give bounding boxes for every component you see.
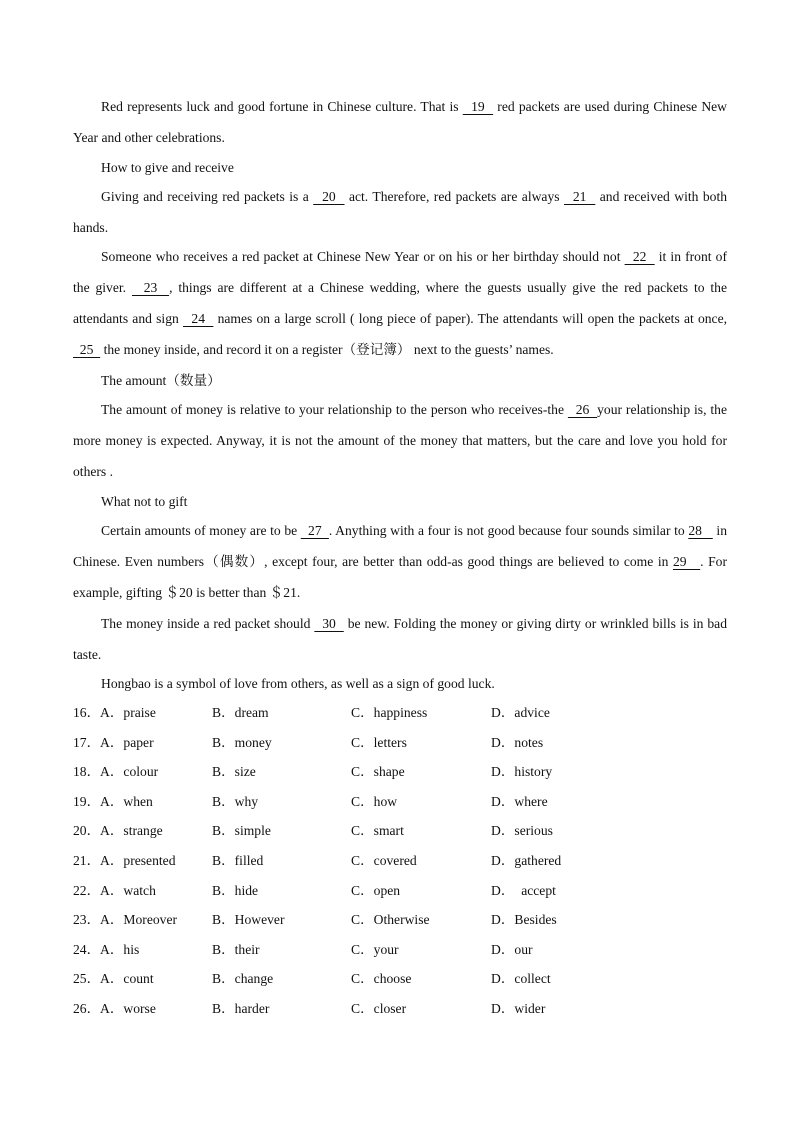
option-b: B．simple bbox=[212, 823, 271, 839]
option-d: D．our bbox=[491, 941, 533, 957]
paragraph-text: act. Therefore, red packets are always bbox=[344, 189, 564, 204]
question-number: 24． bbox=[73, 941, 101, 957]
paragraph-text: names on a large scroll ( long piece of paper). The attendants will open the packets at once, bbox=[213, 311, 728, 326]
blank-22: 22 bbox=[624, 249, 655, 264]
option-d: D．advice bbox=[491, 705, 550, 720]
option-a: A．paper bbox=[100, 734, 154, 750]
paragraph-amount bbox=[73, 394, 727, 487]
paragraph-giving-receiving bbox=[73, 181, 727, 243]
paragraph-red-luck bbox=[73, 91, 727, 153]
question-number: 25． bbox=[73, 971, 101, 987]
option-c: C．letters bbox=[351, 734, 407, 750]
option-c: C．closer bbox=[351, 1000, 407, 1016]
option-c: C．Otherwise bbox=[351, 912, 430, 928]
paragraph-text: Someone who receives a red packet at Chinese New Year or on his or her birthday should not bbox=[101, 249, 625, 264]
paragraph-hongbao-symbol: Hongbao is a symbol of love from others, as well as a sign of good luck. bbox=[101, 676, 495, 691]
question-number: 19． bbox=[73, 793, 101, 809]
paragraph-text: and received with both hands. bbox=[73, 189, 728, 235]
blank-25: 25 bbox=[73, 342, 101, 357]
option-c: C．smart bbox=[351, 823, 404, 839]
option-d: D． accept bbox=[491, 882, 556, 898]
option-c: C．your bbox=[351, 941, 399, 957]
question-row bbox=[73, 964, 733, 994]
question-row bbox=[73, 787, 733, 817]
option-d: D．collect bbox=[491, 971, 551, 987]
option-a: A．presented bbox=[100, 852, 176, 868]
paragraph-text: The amount of money is relative to your relationship to the person who receives-the bbox=[101, 402, 568, 417]
option-c: C．covered bbox=[351, 852, 417, 868]
question-row bbox=[73, 816, 733, 846]
option-b: B．filled bbox=[212, 852, 264, 868]
option-c: C．happiness bbox=[351, 705, 428, 720]
option-a: A．praise bbox=[100, 705, 156, 720]
paragraph-text: be new. Folding the money or giving dirty or wrinkled bills is in bad taste. bbox=[73, 616, 727, 662]
question-number: 17． bbox=[73, 734, 101, 750]
paragraph-what-not-to-gift bbox=[73, 515, 727, 608]
option-d: D．where bbox=[491, 793, 548, 809]
blank-20: 20 bbox=[313, 189, 345, 204]
paragraph-new-money bbox=[73, 608, 727, 670]
question-number: 21． bbox=[73, 852, 101, 868]
option-a: A．count bbox=[100, 971, 154, 987]
option-d: D．wider bbox=[491, 1000, 546, 1016]
option-d: D．gathered bbox=[491, 852, 562, 868]
question-row bbox=[73, 698, 733, 728]
option-b: B．However bbox=[212, 912, 285, 928]
option-a: A．worse bbox=[100, 1000, 156, 1016]
option-a: A．when bbox=[100, 793, 153, 809]
option-d: D．notes bbox=[491, 734, 544, 750]
heading-what-not-to-gift: What not to gift bbox=[101, 494, 188, 509]
paragraph-text: your relationship is, the more money is expected. Anyway, it is not the amount of the money that matters, but the care and love you hold for others . bbox=[73, 402, 727, 479]
option-d: D．history bbox=[491, 764, 553, 780]
blank-28: 28 bbox=[688, 523, 713, 538]
blank-27: 27 bbox=[300, 523, 329, 538]
question-number: 23． bbox=[73, 912, 101, 928]
option-b: B．why bbox=[212, 793, 259, 809]
option-c: C．how bbox=[351, 793, 398, 809]
paragraph-text: Giving and receiving red packets is a bbox=[101, 189, 314, 204]
question-number: 22． bbox=[73, 882, 101, 898]
question-number: 20． bbox=[73, 823, 101, 839]
question-number: 18． bbox=[73, 764, 101, 780]
question-number: 26． bbox=[73, 1000, 101, 1016]
option-a: A．his bbox=[100, 941, 140, 957]
question-row bbox=[73, 846, 733, 876]
option-a: A．Moreover bbox=[100, 912, 178, 928]
answer-options-list bbox=[73, 698, 733, 1024]
blank-30: 30 bbox=[314, 616, 344, 631]
option-b: B．size bbox=[212, 764, 256, 780]
paragraph-text: The money inside a red packet should bbox=[101, 616, 315, 631]
question-row bbox=[73, 905, 733, 935]
blank-23: 23 bbox=[131, 280, 170, 295]
option-c: C．choose bbox=[351, 971, 412, 987]
paragraph-text: , things are different at a Chinese wedding, where the guests usually give the red packets to the attendants and sign bbox=[73, 280, 728, 326]
option-b: B．hide bbox=[212, 882, 259, 898]
option-a: A．colour bbox=[100, 764, 159, 780]
question-row bbox=[73, 876, 733, 906]
paragraph-text: red packets are used during Chinese New Year and other celebrations. bbox=[73, 99, 727, 145]
heading-how-to-give: How to give and receive bbox=[101, 160, 234, 175]
question-row bbox=[73, 994, 733, 1024]
paragraph-text: the money inside, and record it on a register（登记簿） next to the guests’ names. bbox=[100, 342, 554, 357]
option-d: D．Besides bbox=[491, 912, 557, 928]
option-b: B．their bbox=[212, 941, 260, 957]
paragraph-text: Red represents luck and good fortune in Chinese culture. That is bbox=[101, 99, 463, 114]
question-number: 16． bbox=[73, 705, 101, 720]
paragraph-wedding bbox=[73, 241, 727, 365]
paragraph-text: . For example, gifting ＄20 is better than ＄21. bbox=[73, 554, 727, 600]
paragraph-text: . Anything with a four is not good because four sounds similar to bbox=[328, 523, 689, 538]
option-b: B．change bbox=[212, 971, 274, 987]
blank-19: 19 bbox=[462, 99, 494, 114]
option-a: A．strange bbox=[100, 823, 163, 839]
heading-amount: The amount（数量） bbox=[101, 373, 221, 388]
option-a: A．watch bbox=[100, 882, 156, 898]
question-row bbox=[73, 757, 733, 787]
question-row bbox=[73, 728, 733, 758]
blank-24: 24 bbox=[183, 311, 214, 326]
paragraph-text: in Chinese. Even numbers（偶数）, except four, are better than odd-as good things are believed to come in bbox=[73, 523, 727, 569]
paragraph-text: Certain amounts of money are to be bbox=[101, 523, 301, 538]
blank-26: 26 bbox=[567, 402, 598, 417]
option-b: B．money bbox=[212, 734, 272, 750]
blank-21: 21 bbox=[563, 189, 596, 204]
option-c: C．open bbox=[351, 882, 401, 898]
option-b: B．dream bbox=[212, 705, 269, 720]
paragraph-text: it in front of the giver. bbox=[73, 249, 727, 295]
option-b: B．harder bbox=[212, 1000, 270, 1016]
question-row bbox=[73, 935, 733, 965]
option-d: D．serious bbox=[491, 823, 553, 839]
blank-29: 29 bbox=[672, 554, 701, 569]
option-c: C．shape bbox=[351, 764, 405, 780]
